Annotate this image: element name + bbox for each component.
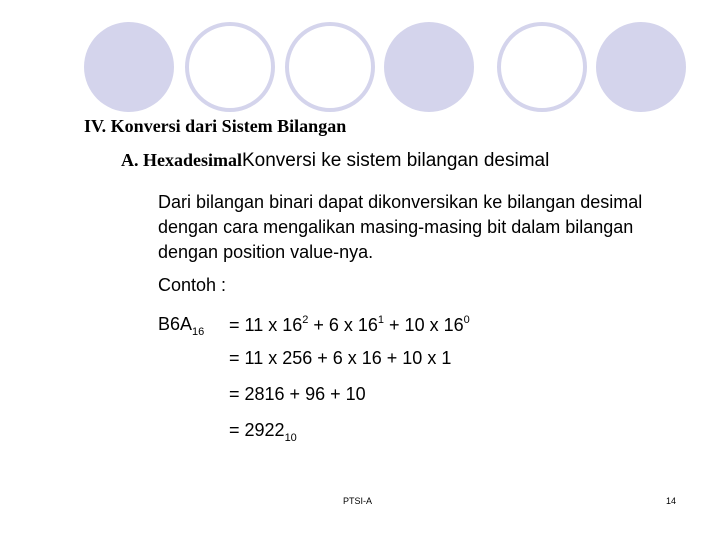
eq1-term-b: + 6 x 16 bbox=[308, 315, 378, 335]
lhs-base: B6A bbox=[158, 314, 193, 334]
equation-line-1 bbox=[229, 314, 470, 336]
equation-line-2: = 11 x 256 + 6 x 16 + 10 x 1 bbox=[229, 348, 452, 368]
decor-circle-1 bbox=[84, 22, 174, 112]
equation-line-3: = 2816 + 96 + 10 bbox=[229, 384, 366, 404]
eq1-sup-c: 0 bbox=[463, 314, 470, 326]
eq1-term-a: = 11 x 16 bbox=[229, 315, 303, 335]
decor-circle-5 bbox=[497, 22, 587, 112]
slide-heading: IV. Konversi dari Sistem Bilangan bbox=[84, 116, 347, 136]
equation-line-4 bbox=[229, 420, 297, 444]
eq1-sup-a: 2 bbox=[302, 314, 309, 326]
subheading-rest: Konversi ke sistem bilangan desimal bbox=[242, 150, 550, 171]
decor-circle-3 bbox=[285, 22, 375, 112]
decor-circle-6 bbox=[596, 22, 686, 112]
decor-circle-2 bbox=[185, 22, 275, 112]
body-paragraph: Dari bilangan binari dapat dikonversikan ke bilangan desimal dengan cara mengalikan masing-masing bit dalam bilangan dengan position value-nya. bbox=[158, 192, 643, 262]
subheading-lead: A. Hexadesimal bbox=[121, 150, 242, 170]
footer-label: PTSI-A bbox=[343, 496, 373, 506]
eq1-term-c: + 10 x 16 bbox=[384, 315, 464, 335]
decor-circle-4 bbox=[384, 22, 474, 112]
page-number: 14 bbox=[666, 496, 677, 506]
lhs-expression bbox=[158, 314, 204, 338]
eq1-sup-b: 1 bbox=[377, 314, 385, 326]
eq4-subscript: 10 bbox=[284, 432, 297, 444]
eq4-base: = 2922 bbox=[229, 420, 285, 440]
lhs-subscript: 16 bbox=[192, 326, 205, 338]
slide-subheading bbox=[121, 150, 549, 172]
example-label: Contoh : bbox=[158, 275, 227, 295]
